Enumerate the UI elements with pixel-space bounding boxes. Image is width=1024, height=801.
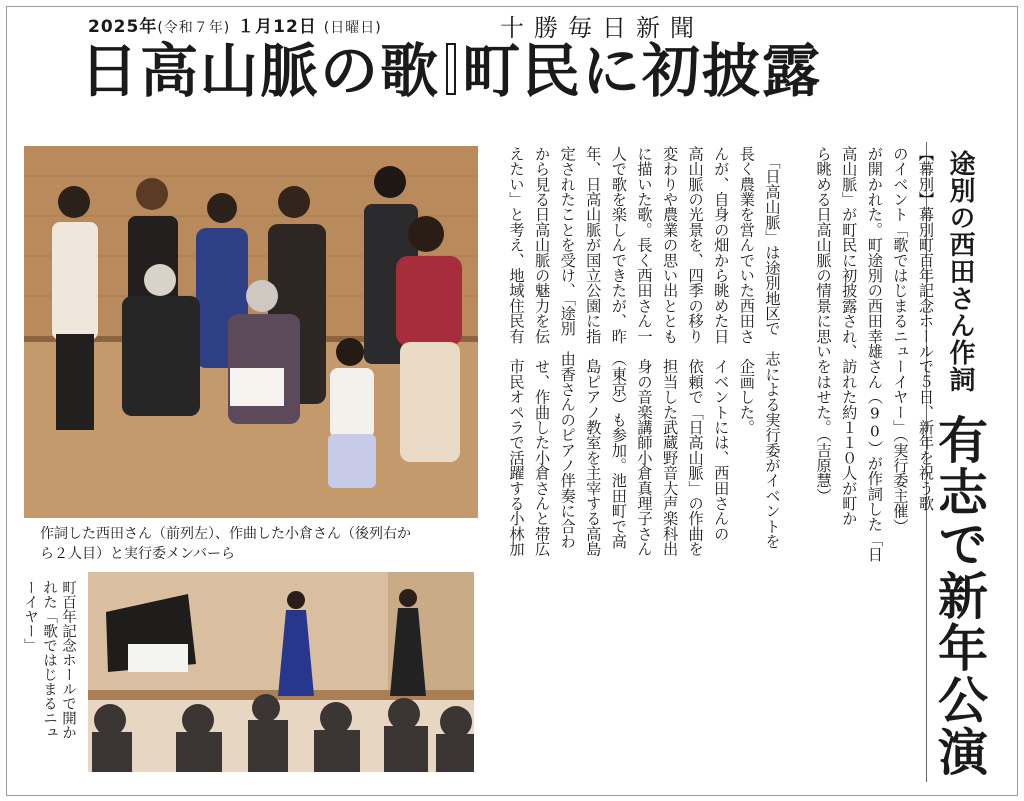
headline-separator [446,43,456,95]
headline [80,37,823,105]
group-photo-illustration [24,146,478,518]
side-headline: 有志で新年公演 [930,414,989,778]
headline-part1: 日高山脈の歌 [80,37,441,105]
subhead: 途別の西田さん作詞 [945,150,975,393]
dateline [88,12,382,37]
paper-name: 十勝毎日新聞 [500,14,704,42]
photo2-caption: 町百年記念ホールで開か れた「歌ではじまるニュ ーイヤー」 [22,580,76,740]
photo1-caption: 作詞した西田さん（前列左）、作曲した小倉さん（後列右か ら２人目）と実行委メンバーら [40,526,411,562]
article-body: 【幕別】幕別町百年記念ホールで５日、新年を祝う歌 のイベント「歌ではじまるニューイヤー」（実行委主催） が開かれた。町途別の西田幸雄さん（90）が作詞した「日 高山脈」が町民に初披露され、訪れた約１１０人が町か ら眺める日高山脈の情景に思いをはせた。（吉原慧） 「日高山脈」は途別地区で 志による実行委がイベントを 長く農業を営んでいた西田さ 企画した。 んが、自身の畑から眺めた日 イベントには、西田さんの 高山脈の光景を、四季の移り 依頼で「日高山脈」の作曲を 変わりや農業の思い出ととも 担当した武蔵野音大声楽科出 に描いた歌。長く西田さん一 身の音楽講師小倉真理子さん 人で歌を楽しんできたが、昨 （東京）も参加。池田町で高 年、日高山脈が国立公園に指 島ピアノ教室を主宰する高島 定されたことを受け、「途別 由香さんのピアノ伴奏に合わ から見る日高山脈の魅力を伝 せ、作曲した小倉さんと帯広 えたい」と考え、地域住民有 市民オペラで活躍する小林加 [507,146,935,562]
date-year: 2025年 [88,17,158,37]
date-day: １月12日 [237,17,317,37]
headline-part2: 町民に初披露 [462,37,823,105]
concert-photo-illustration [88,572,474,772]
date-era: (令和７年) [157,20,231,36]
date-weekday: (日曜日) [323,20,382,36]
group-photo [24,146,478,518]
concert-photo [88,572,474,772]
